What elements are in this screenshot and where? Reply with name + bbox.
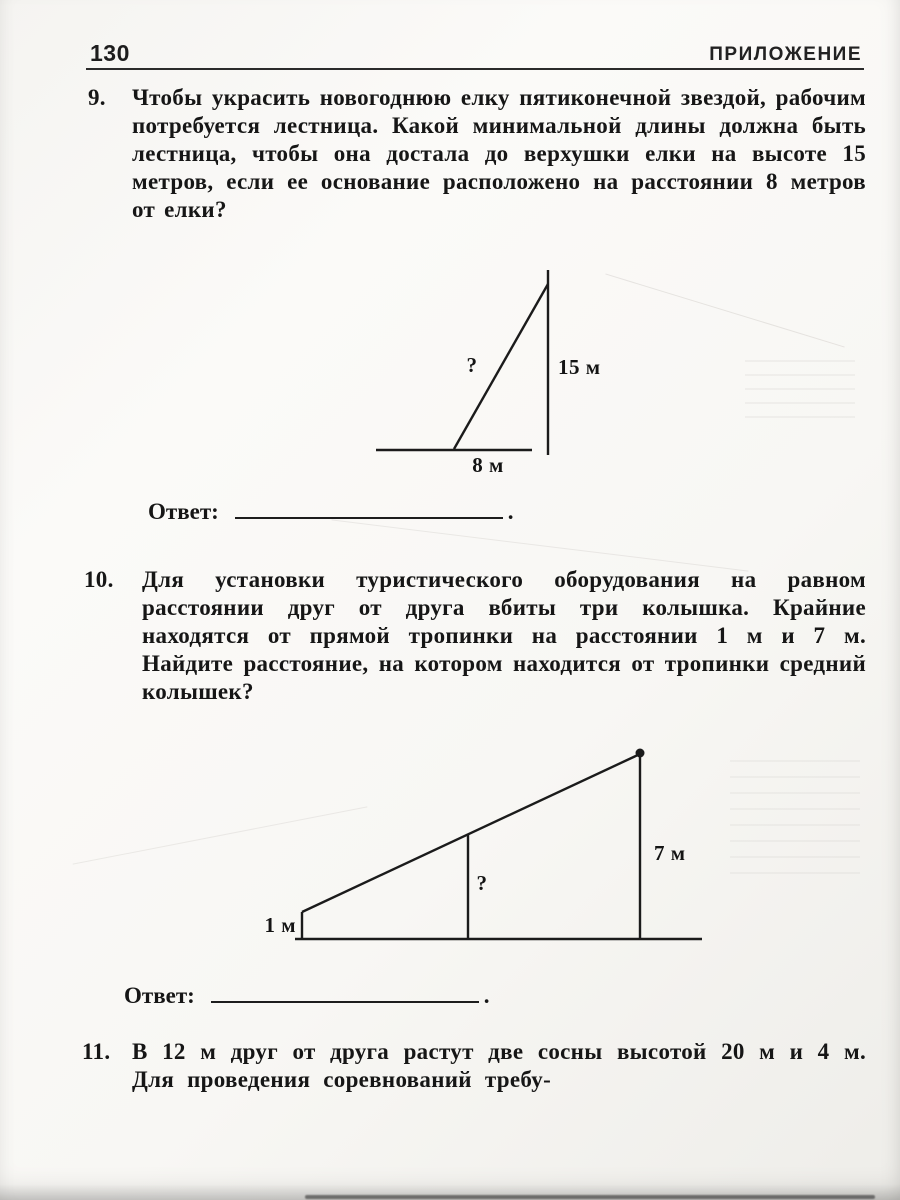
middle-peg-label: ? xyxy=(476,871,488,895)
problem-9-number: 9. xyxy=(88,85,106,110)
scan-artifact xyxy=(730,760,860,880)
problem-11-text: В 12 м друг от друга растут две сосны высотой 20 м и 4 м. Для проведения соревнований требу- xyxy=(132,1039,866,1092)
scan-artifact xyxy=(745,360,855,430)
problem-10-diagram xyxy=(240,738,720,958)
page-header-title: ПРИЛОЖЕНИЕ xyxy=(709,44,862,65)
problem-10-number: 10. xyxy=(84,567,114,592)
ladder-length-label: ? xyxy=(466,353,478,377)
book-edge-line xyxy=(305,1195,875,1199)
answer-row-10 xyxy=(124,979,490,1009)
answer-blank xyxy=(235,495,503,519)
problem-10 xyxy=(84,566,866,706)
answer-label: Ответ: xyxy=(148,499,219,524)
problem-11-number: 11. xyxy=(82,1039,111,1064)
answer-suffix: . xyxy=(483,983,490,1008)
answer-label: Ответ: xyxy=(124,983,195,1008)
page-number: 130 xyxy=(90,40,130,66)
header-rule xyxy=(86,68,864,70)
problem-9-diagram xyxy=(368,262,618,477)
scan-artifact xyxy=(605,273,844,347)
scan-artifact xyxy=(332,519,749,571)
answer-blank xyxy=(211,979,479,1003)
right-peg-dot xyxy=(636,749,645,758)
problem-9 xyxy=(88,84,866,224)
base-distance-label: 8 м xyxy=(472,453,504,477)
problem-9-text: Чтобы украсить новогоднюю елку пятиконечной звездой, рабочим потребуется лестница. Какой минимальной длины должна быть лестница, чтобы она достала до верхушки елки на высоте 15 метров, если ее основание расположено на расстоянии 8 метров от елки? xyxy=(132,85,866,222)
problem-11 xyxy=(82,1038,866,1094)
problem-10-text: Для установки туристического оборудования на равном расстоянии друг от друга вбиты три колышка. Крайние находятся от прямой тропинки на расстоянии 1 м и 7 м. Найдите расстояние, на котором находится от тропинки средний колышек? xyxy=(142,567,866,704)
pegs-top-line xyxy=(302,754,640,912)
answer-row-9 xyxy=(148,495,514,525)
answer-suffix: . xyxy=(507,499,514,524)
right-peg-label: 7 м xyxy=(654,841,686,865)
tree-height-label: 15 м xyxy=(558,355,601,379)
left-peg-label: 1 м xyxy=(264,913,296,937)
